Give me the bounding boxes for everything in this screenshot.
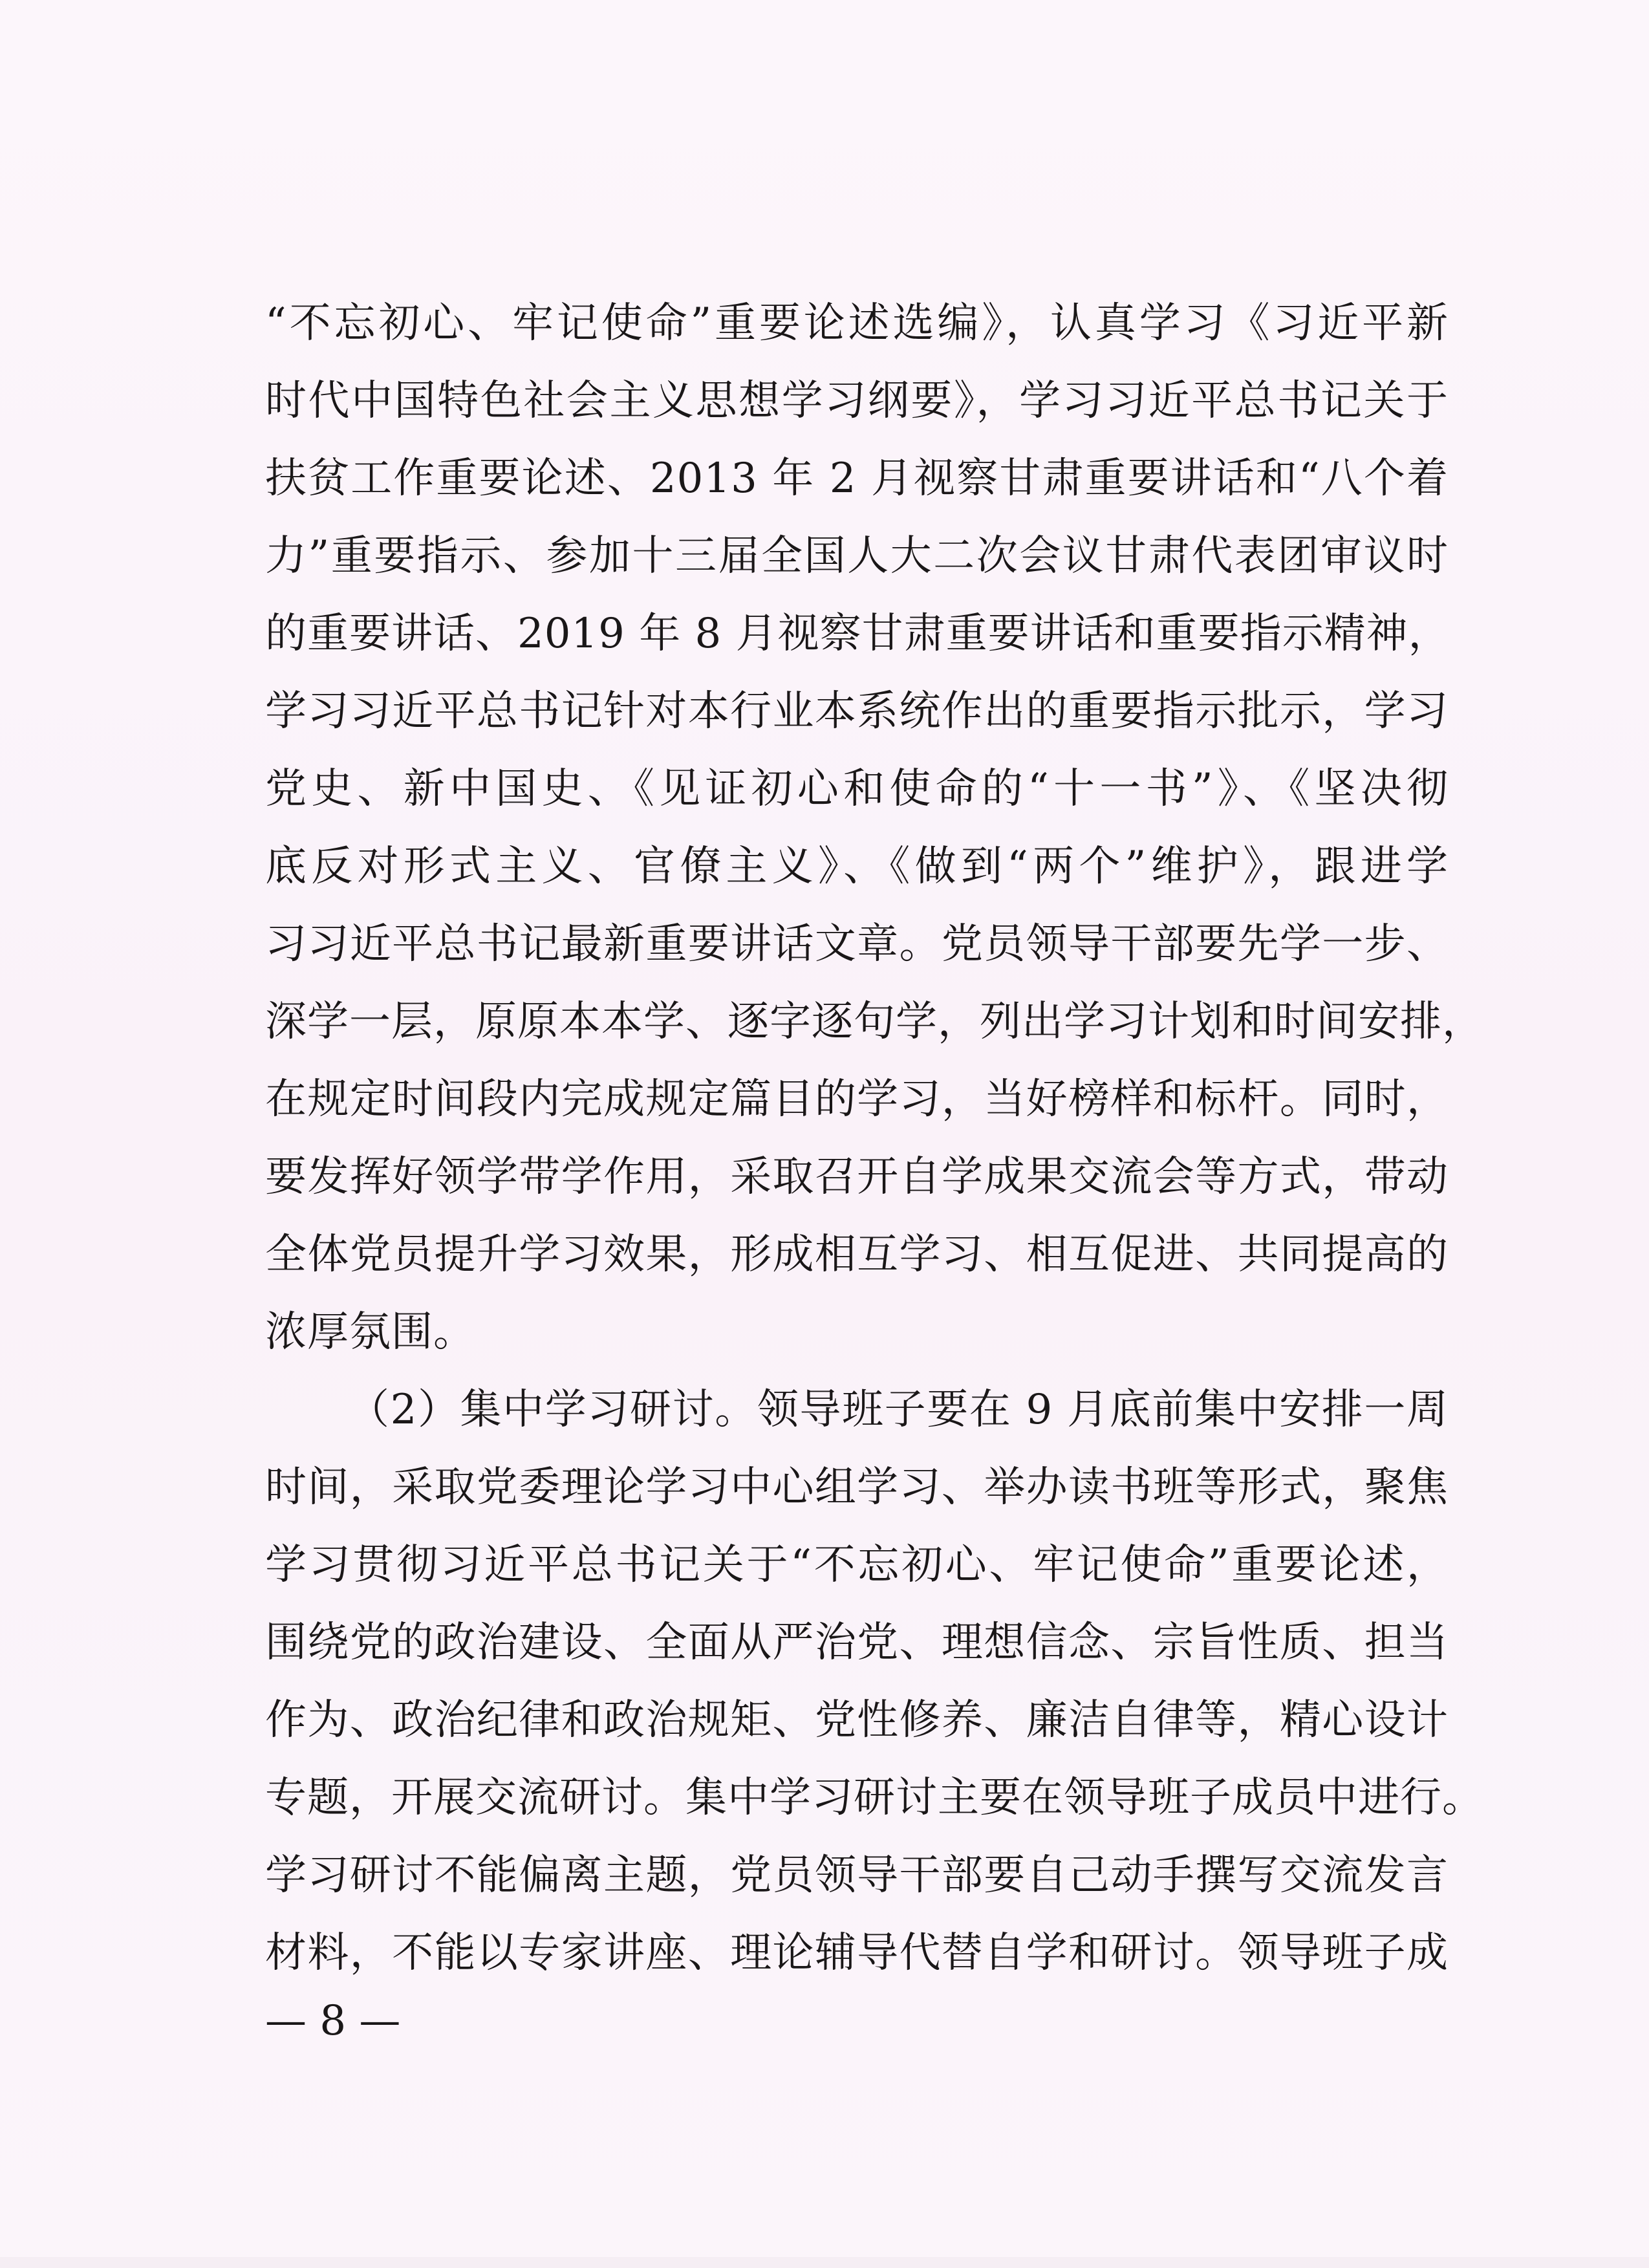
text-line-14: 浓厚氛围。 [265, 1308, 475, 1356]
text-line-9: 习习近平总书记最新重要讲话文章。党员领导干部要先学一步、 [265, 920, 1449, 968]
scan-edge [0, 2257, 1649, 2268]
text-line-5: 的重要讲话、2019 年 8 月视察甘肃重要讲话和重要指示精神， [265, 610, 1450, 658]
page-number: — 8 — [265, 1997, 401, 2045]
text-line-8: 底反对形式主义、官僚主义》、《做到“两个”维护》，跟进学 [265, 843, 1449, 891]
text-line-2: 时代中国特色社会主义思想学习纲要》，学习习近平总书记关于 [265, 377, 1449, 425]
text-line-22: 材料，不能以专家讲座、理论辅导代替自学和研讨。领导班子成 [265, 1929, 1449, 1977]
text-line-15: （2）集中学习研讨。领导班子要在 9 月底前集中安排一周 [348, 1386, 1449, 1434]
text-line-12: 要发挥好领学带学作用，采取召开自学成果交流会等方式，带动 [265, 1153, 1449, 1201]
text-line-10: 深学一层，原原本本学、逐字逐句学，列出学习计划和时间安排， [265, 998, 1484, 1046]
text-line-18: 围绕党的政治建设、全面从严治党、理想信念、宗旨性质、担当 [265, 1619, 1449, 1667]
text-line-11: 在规定时间段内完成规定篇目的学习，当好榜样和标杆。同时， [265, 1075, 1449, 1123]
text-line-16: 时间，采取党委理论学习中心组学习、举办读书班等形式，聚焦 [265, 1463, 1449, 1511]
body-text [265, 285, 1484, 1992]
text-line-1: “不忘初心、牢记使命”重要论述选编》，认真学习《习近平新 [265, 299, 1449, 347]
text-line-17: 学习贯彻习近平总书记关于“不忘初心、牢记使命”重要论述， [265, 1541, 1449, 1589]
text-line-20: 专题，开展交流研讨。集中学习研讨主要在领导班子成员中进行。 [265, 1774, 1484, 1822]
text-line-19: 作为、政治纪律和政治规矩、党性修养、廉洁自律等，精心设计 [265, 1696, 1449, 1744]
text-line-4: 力”重要指示、参加十三届全国人大二次会议甘肃代表团审议时 [265, 532, 1449, 580]
text-line-13: 全体党员提升学习效果，形成相互学习、相互促进、共同提高的 [265, 1231, 1449, 1279]
text-line-7: 党史、新中国史、《见证初心和使命的“十一书”》、《坚决彻 [265, 765, 1449, 813]
text-line-6: 学习习近平总书记针对本行业本系统作出的重要指示批示，学习 [265, 687, 1449, 735]
text-line-3: 扶贫工作重要论述、2013 年 2 月视察甘肃重要讲话和“八个着 [265, 455, 1449, 502]
text-line-21: 学习研讨不能偏离主题，党员领导干部要自己动手撰写交流发言 [265, 1852, 1449, 1899]
